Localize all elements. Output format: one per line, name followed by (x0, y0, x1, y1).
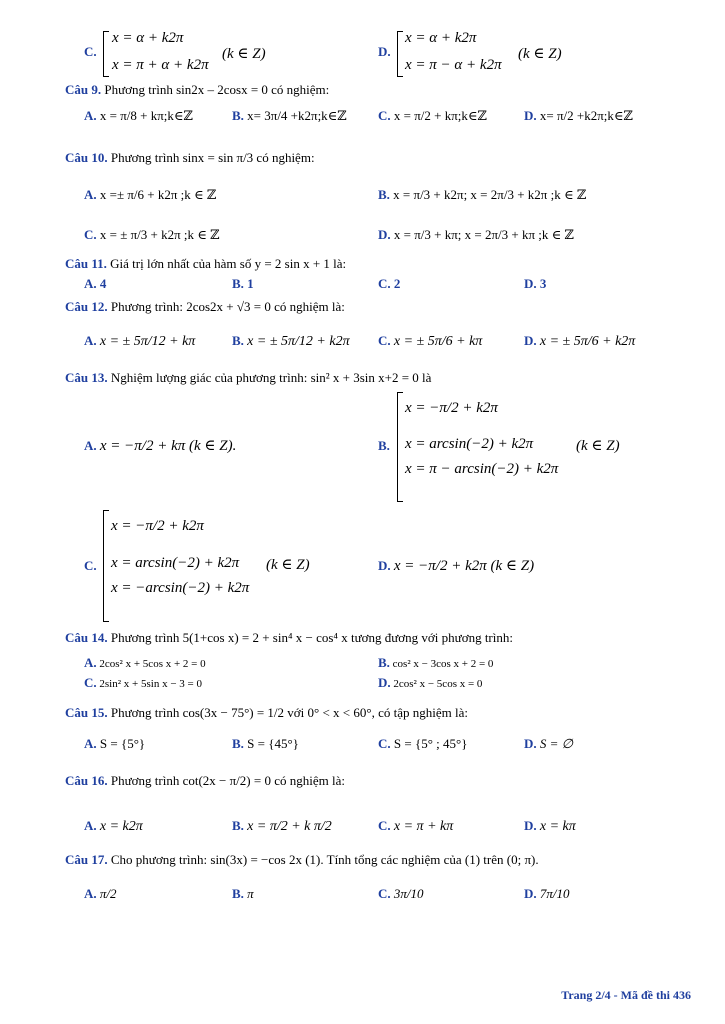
q13-c-line2: x = arcsin(−2) + k2π (111, 555, 240, 571)
question-11-label: Câu 11. (65, 256, 107, 271)
q8-d-line1: x = α + k2π (405, 30, 477, 46)
question-15-text: Phương trình cos(3x − 75°) = 1/2 với 0° < x < 60°, có tập nghiệm là: (110, 705, 468, 720)
q10-option-c: C. x = ± π/3 + k2π ;k ∈ ℤ (84, 227, 220, 242)
q13-option-d: D. x = −π/2 + k2π (k ∈ Z) (378, 558, 535, 574)
q17-option-d-text: 7π/10 (539, 886, 570, 901)
q12-option-b: B. x = ± 5π/12 + k2π (232, 333, 350, 349)
q10-option-b: B. x = π/3 + k2π; x = 2π/3 + k2π ;k ∈ ℤ (378, 187, 587, 202)
q14-option-c: C. 2sin² x + 5sin x − 3 = 0 (84, 675, 202, 690)
q13-option-a: A. x = −π/2 + kπ (k ∈ Z). (84, 438, 237, 454)
q9-option-d: D. x= π/2 +k2π;k∈ℤ (524, 108, 634, 123)
question-16 (65, 773, 345, 789)
q10-option-c-text: x = ± π/3 + k2π ;k ∈ ℤ (99, 227, 220, 242)
q16-option-b: B. x = π/2 + k π/2 (232, 818, 332, 834)
question-16-text: Phương trình cot(2x − π/2) = 0 có nghiệm là: (110, 773, 345, 788)
q15-option-c: C. S = {5° ; 45°} (378, 736, 468, 751)
q13-c-line1: x = −π/2 + k2π (111, 518, 204, 534)
q13-option-c-label: C. (84, 558, 97, 573)
q14-option-c-text: 2sin² x + 5sin x − 3 = 0 (99, 678, 202, 690)
question-17 (65, 852, 539, 868)
question-10-text: Phương trình sinx = sin π/3 có nghiệm: (110, 150, 315, 165)
question-9-text: Phương trình sin2x – 2cosx = 0 có nghiệm: (104, 82, 330, 97)
q15-option-c-text: S = {5° ; 45°} (393, 736, 468, 751)
question-10-label: Câu 10. (65, 150, 108, 165)
question-12-label: Câu 12. (65, 299, 108, 314)
q13-b-line1: x = −π/2 + k2π (405, 400, 498, 416)
q8-c-condition: (k ∈ Z) (222, 46, 266, 62)
page-footer: Trang 2/4 - Mã đề thi 436 (561, 988, 691, 1002)
q13-option-d-text: x = −π/2 + k2π (k ∈ Z) (393, 558, 535, 574)
q10-option-a: A. x =± π/6 + k2π ;k ∈ ℤ (84, 187, 217, 202)
question-15 (65, 705, 468, 721)
q17-option-a-text: π/2 (99, 886, 117, 901)
q15-option-d-text: S = ∅ (539, 736, 573, 751)
q16-option-c-text: x = π + kπ (393, 819, 454, 834)
question-13 (65, 370, 431, 386)
q10-option-d-text: x = π/3 + kπ; x = 2π/3 + kπ ;k ∈ ℤ (393, 227, 575, 242)
q13-option-b-label: B. (378, 438, 390, 453)
q16-option-a-text: x = k2π (99, 819, 143, 834)
q17-option-b: B. π (232, 886, 254, 901)
q12-option-d: D. x = ± 5π/6 + k2π (524, 333, 636, 349)
q8-c-bracket (103, 31, 109, 77)
q9-option-a: A. x = π/8 + kπ;k∈ℤ (84, 108, 194, 123)
q15-option-b-text: S = {45°} (247, 736, 299, 751)
q17-option-c: C. 3π/10 (378, 886, 424, 901)
q12-option-a-text: x = ± 5π/12 + kπ (99, 334, 196, 349)
question-17-label: Câu 17. (65, 852, 108, 867)
q13-b-bracket (397, 392, 403, 502)
question-14-text: Phương trình 5(1+cos x) = 2 + sin⁴ x − cos⁴ x tương đương với phương trình: (110, 630, 513, 645)
question-13-label: Câu 13. (65, 370, 108, 385)
q9-option-c-text: x = π/2 + kπ;k∈ℤ (393, 108, 488, 123)
question-13-text: Nghiệm lượng giác của phương trình: sin² x + 3sin x+2 = 0 là (110, 370, 432, 385)
q8-option-c-label: C. (84, 44, 97, 59)
q12-option-c-text: x = ± 5π/6 + kπ (393, 334, 483, 349)
q16-option-b-text: x = π/2 + k π/2 (247, 819, 332, 834)
q11-option-b: B. 1 (232, 276, 254, 291)
q11-option-d: D. 3 (524, 276, 547, 291)
q13-b-condition: (k ∈ Z) (576, 438, 620, 454)
q12-option-b-text: x = ± 5π/12 + k2π (247, 334, 350, 349)
q16-option-a: A. x = k2π (84, 818, 143, 834)
q10-option-a-text: x =± π/6 + k2π ;k ∈ ℤ (99, 187, 217, 202)
question-9-label: Câu 9. (65, 82, 102, 97)
question-16-label: Câu 16. (65, 773, 108, 788)
q15-option-a: A. S = {5°} (84, 736, 146, 751)
q13-c-condition: (k ∈ Z) (266, 557, 310, 573)
question-17-text: Cho phương trình: sin(3x) = −cos 2x (1). Tính tổng các nghiệm của (1) trên (0; π). (110, 852, 539, 867)
q10-option-d: D. x = π/3 + kπ; x = 2π/3 + kπ ;k ∈ ℤ (378, 227, 575, 242)
question-15-label: Câu 15. (65, 705, 108, 720)
q16-option-c: C. x = π + kπ (378, 818, 454, 834)
q16-option-d: D. x = kπ (524, 818, 576, 834)
q9-option-b: B. x= 3π/4 +k2π;k∈ℤ (232, 108, 347, 123)
q9-option-a-text: x = π/8 + kπ;k∈ℤ (99, 108, 194, 123)
q15-option-d: D. S = ∅ (524, 736, 573, 751)
question-10 (65, 150, 315, 166)
q17-option-d: D. 7π/10 (524, 886, 570, 901)
q17-option-b-text: π (247, 886, 254, 901)
question-12 (65, 299, 345, 315)
q14-option-a-text: 2cos² x + 5cos x + 2 = 0 (99, 658, 206, 670)
question-14-label: Câu 14. (65, 630, 108, 645)
q14-option-b-text: cos² x − 3cos x + 2 = 0 (392, 658, 494, 670)
q17-option-c-text: 3π/10 (393, 886, 424, 901)
q13-b-line3: x = π − arcsin(−2) + k2π (405, 461, 559, 477)
q9-option-d-text: x= π/2 +k2π;k∈ℤ (539, 108, 634, 123)
q8-d-line2: x = π − α + k2π (405, 57, 502, 73)
q14-option-b: B. cos² x − 3cos x + 2 = 0 (378, 655, 494, 670)
q8-c-line2: x = π + α + k2π (112, 57, 209, 73)
q8-d-condition: (k ∈ Z) (518, 46, 562, 62)
q14-option-d: D. 2cos² x − 5cos x = 0 (378, 675, 483, 690)
q13-c-line3: x = −arcsin(−2) + k2π (111, 580, 250, 596)
question-14 (65, 630, 513, 646)
q15-option-b: B. S = {45°} (232, 736, 299, 751)
q11-option-c: C. 2 (378, 276, 401, 291)
q12-option-a: A. x = ± 5π/12 + kπ (84, 333, 196, 349)
q12-option-c: C. x = ± 5π/6 + kπ (378, 333, 483, 349)
question-11 (65, 256, 346, 272)
q14-option-a: A. 2cos² x + 5cos x + 2 = 0 (84, 655, 206, 670)
q9-option-b-text: x= 3π/4 +k2π;k∈ℤ (247, 108, 347, 123)
q11-option-a: A. 4 (84, 276, 107, 291)
question-11-text: Giá trị lớn nhất của hàm số y = 2 sin x + 1 là: (110, 256, 347, 271)
question-9 (65, 82, 329, 98)
q12-option-d-text: x = ± 5π/6 + k2π (539, 334, 636, 349)
q13-c-bracket (103, 510, 109, 622)
q8-c-line1: x = α + k2π (112, 30, 184, 46)
q16-option-d-text: x = kπ (539, 819, 576, 834)
q15-option-a-text: S = {5°} (99, 736, 146, 751)
q13-option-a-text: x = −π/2 + kπ (k ∈ Z). (99, 438, 237, 454)
q17-option-a: A. π/2 (84, 886, 117, 901)
q13-b-line2: x = arcsin(−2) + k2π (405, 436, 534, 452)
q8-option-d-label: D. (378, 44, 391, 59)
q9-option-c: C. x = π/2 + kπ;k∈ℤ (378, 108, 488, 123)
q8-d-bracket (397, 31, 403, 77)
q14-option-d-text: 2cos² x − 5cos x = 0 (393, 678, 483, 690)
q10-option-b-text: x = π/3 + k2π; x = 2π/3 + k2π ;k ∈ ℤ (393, 187, 587, 202)
question-12-text: Phương trình: 2cos2x + √3 = 0 có nghiệm là: (110, 299, 345, 314)
